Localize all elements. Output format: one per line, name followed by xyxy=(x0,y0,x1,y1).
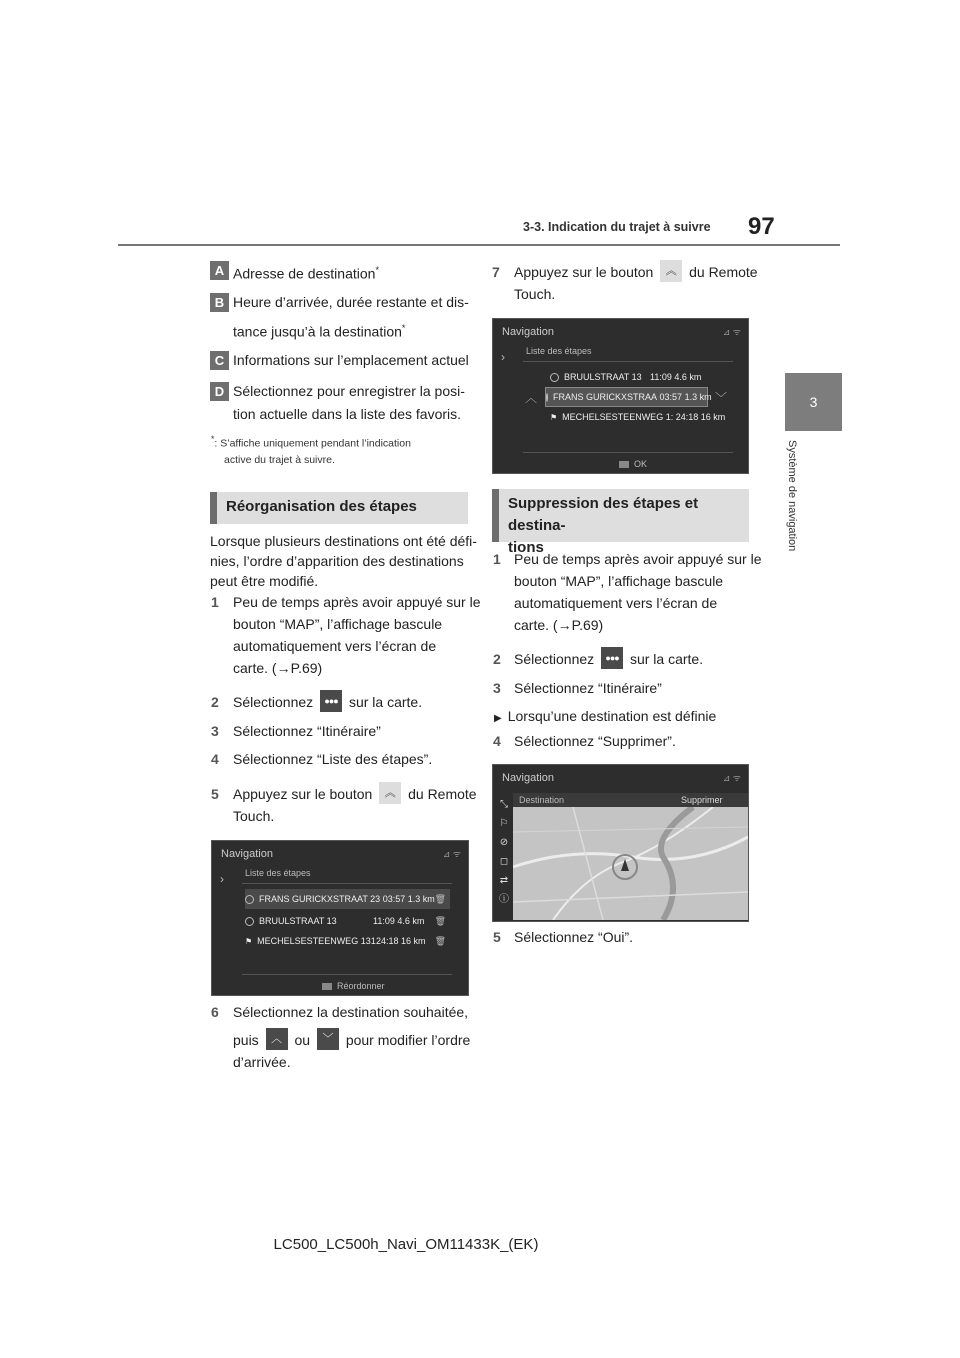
waypoint-time: 24:18 xyxy=(675,412,699,422)
more-options-icon: ●●● xyxy=(320,690,342,712)
signal-icon: ⊿ ᯤ xyxy=(722,327,741,337)
s2-step2-b: sur la carte. xyxy=(629,651,704,667)
trash-icon[interactable]: 🗑 xyxy=(434,893,446,904)
badge-c: C xyxy=(210,351,229,370)
step-number: 6 xyxy=(211,1004,219,1020)
step-number: 1 xyxy=(211,594,219,610)
legend-a-text: Adresse de destination xyxy=(233,265,376,282)
waypoint-distance: 4.6 km xyxy=(674,372,702,382)
ok-button[interactable] xyxy=(619,459,647,469)
waypoint-name: MECHELSESTEENWEG 1: xyxy=(562,412,674,422)
screen-subtitle: Liste des étapes xyxy=(526,346,592,356)
legend-a-star: * xyxy=(375,265,379,275)
badge-d: D xyxy=(210,382,229,401)
step6-d: pour modifier l’ordre xyxy=(345,1032,471,1048)
screen-reorder xyxy=(211,840,469,996)
screen-subtitle: Liste des étapes xyxy=(245,868,311,878)
waypoint-row[interactable] xyxy=(245,911,450,931)
step6-line3: d’arrivée. xyxy=(233,1054,291,1070)
waypoint-row[interactable] xyxy=(245,931,450,951)
divider xyxy=(523,361,733,362)
waypoint-name: FRANS GURICKXSTRAAT 23 xyxy=(259,894,381,904)
more-options-icon: ●●● xyxy=(601,647,623,669)
expand-icon[interactable]: ⤡ xyxy=(500,799,508,810)
waypoint-name: FRANS GURICKXSTRAA xyxy=(553,392,658,402)
step2-a: Sélectionnez xyxy=(233,694,314,710)
waypoint-distance: 1.3 km xyxy=(407,894,435,904)
step7-line1 xyxy=(514,261,758,284)
step-number: 2 xyxy=(493,651,501,667)
step-number: 4 xyxy=(211,751,219,767)
badge-a: A xyxy=(210,261,229,280)
remote-button-icon xyxy=(619,461,629,468)
divider xyxy=(242,883,452,884)
footer-code: LC500_LC500h_Navi_OM11433K_(EK) xyxy=(273,1236,539,1253)
waypoint-row[interactable] xyxy=(550,407,726,427)
s2-step3: Sélectionnez “Itinéraire” xyxy=(514,680,662,696)
step7-b: du Remote xyxy=(689,264,758,280)
step1-line2: bouton “MAP”, l’affichage bascule xyxy=(233,616,443,632)
triangle-right-icon: ▶ xyxy=(494,713,502,724)
legend-d-line2: tion actuelle dans la liste des favoris. xyxy=(233,406,462,422)
waypoint-name: BRUULSTRAAT 13 xyxy=(259,916,337,926)
step1-line1: Peu de temps après avoir appuyé sur le xyxy=(233,594,481,610)
header-rule xyxy=(118,244,840,246)
s2-step1-line1: Peu de temps après avoir appuyé sur le xyxy=(514,551,762,567)
chapter-title-text: Système de navigation xyxy=(786,440,798,552)
waypoint-time: 24:18 xyxy=(376,936,399,946)
pin-icon xyxy=(550,373,559,382)
waypoint-time: 03:57 xyxy=(659,392,683,402)
waypoint-icon[interactable]: ⚐ xyxy=(499,818,509,829)
signal-icon: ⊿ ᯤ xyxy=(442,849,461,859)
chevron-down-icon: ﹀ xyxy=(317,1028,339,1050)
waypoint-distance: 16 km xyxy=(401,936,426,946)
step2 xyxy=(233,691,422,714)
footnote-mark: * xyxy=(211,434,215,444)
intro-line1: Lorsque plusieurs destinations ont été défi- xyxy=(210,533,477,549)
map-side-menu xyxy=(497,795,511,909)
chevron-down-icon[interactable]: ﹀ xyxy=(715,391,728,405)
condition-text: Lorsqu’une destination est définie xyxy=(507,708,717,724)
step-number: 5 xyxy=(211,786,219,802)
legend-c: Informations sur l’emplacement actuel xyxy=(233,352,469,368)
step2-b: sur la carte. xyxy=(348,694,423,710)
legend-b-text: tance jusqu’à la destination xyxy=(233,323,402,340)
waypoint-time: 03:57 xyxy=(382,894,406,904)
waypoint-distance: 1.3 km xyxy=(684,392,712,402)
chapter-tab: 3 xyxy=(785,373,842,431)
step3: Sélectionnez “Itinéraire” xyxy=(233,723,381,739)
map-area[interactable] xyxy=(513,807,748,920)
intro-line3: peut être modifié. xyxy=(210,573,319,589)
info-icon[interactable]: ⓘ xyxy=(499,894,509,905)
step6-b: puis xyxy=(233,1032,259,1048)
condition xyxy=(494,705,716,730)
section-title-line1: Suppression des étapes et destina- xyxy=(508,495,699,534)
signal-icon: ⊿ ᯤ xyxy=(722,773,741,783)
legend-b-star: * xyxy=(401,323,406,333)
pin-icon xyxy=(245,895,254,904)
pin-icon xyxy=(245,917,254,926)
divider xyxy=(242,974,452,975)
reorder-button[interactable] xyxy=(322,981,385,991)
s2-step4: Sélectionnez “Supprimer”. xyxy=(514,733,676,749)
legend-b-line1: Heure d’arrivée, durée restante et dis- xyxy=(233,294,469,310)
chevron-right-icon[interactable]: › xyxy=(501,350,505,364)
ok-label: OK xyxy=(634,459,648,469)
waypoint-row[interactable] xyxy=(245,889,450,909)
pin-icon xyxy=(546,393,548,402)
chapter-title xyxy=(784,440,804,580)
s2-step2-a: Sélectionnez xyxy=(514,651,595,667)
step7-a: Appuyez sur le bouton xyxy=(514,264,654,280)
step-number: 1 xyxy=(493,551,501,567)
waypoint-time: 11:09 xyxy=(373,916,395,926)
step1-line4: carte. (→P.69) xyxy=(233,660,323,676)
step-number: 7 xyxy=(492,264,500,280)
chevron-up-icon[interactable]: ︿ xyxy=(525,391,538,405)
step-number: 5 xyxy=(493,929,501,945)
flag-icon: ⚑ xyxy=(550,412,558,422)
screen-title: Navigation xyxy=(221,848,273,860)
supprimer-button[interactable]: Supprimer xyxy=(681,795,723,805)
screen-title: Navigation xyxy=(502,772,554,784)
legend-b-line2 xyxy=(233,317,405,343)
chevron-up-icon: ︿ xyxy=(266,1028,288,1050)
step-number: 3 xyxy=(211,723,219,739)
step6-line2 xyxy=(233,1029,470,1052)
waypoint-distance: 16 km xyxy=(700,412,726,422)
footnote-text: : S’affiche uniquement pendant l’indication xyxy=(214,437,411,450)
step5-a: Appuyez sur le bouton xyxy=(233,786,373,802)
step-number: 3 xyxy=(493,680,501,696)
double-chevron-up-icon: ︽ xyxy=(379,782,401,804)
s2-step1-line4: carte. (→P.69) xyxy=(514,617,604,633)
no-entry-icon[interactable]: ⊘ xyxy=(499,837,509,848)
section-header: 3-3. Indication du trajet à suivre xyxy=(523,220,711,234)
s2-step5: Sélectionnez “Oui”. xyxy=(514,929,634,945)
waypoint-row-selected[interactable] xyxy=(545,387,712,407)
trash-icon[interactable]: 🗑 xyxy=(434,935,446,946)
map-roads xyxy=(513,807,748,920)
double-chevron-up-icon: ︽ xyxy=(660,260,682,282)
legend-d-line1: Sélectionnez pour enregistrer la posi- xyxy=(233,383,465,399)
trash-icon[interactable]: 🗑 xyxy=(434,915,446,926)
waypoint-name: MECHELSESTEENWEG 131 xyxy=(257,936,376,946)
badge-b: B xyxy=(210,293,229,312)
reorder-label: Réordonner xyxy=(337,981,385,991)
legend-a xyxy=(233,259,379,285)
destination-icon[interactable]: ◻ xyxy=(499,856,509,867)
step1-line3: automatiquement vers l’écran de xyxy=(233,638,437,654)
remote-button-icon xyxy=(322,983,332,990)
step7-line2: Touch. xyxy=(514,286,556,302)
route-icon[interactable]: ⇄ xyxy=(499,875,509,886)
step-number: 2 xyxy=(211,694,219,710)
section-title-line2: tions xyxy=(508,539,544,556)
s2-step1-line3: automatiquement vers l’écran de xyxy=(514,595,718,611)
step6-line1: Sélectionnez la destination souhaitée, xyxy=(233,1004,469,1020)
waypoint-time-dist xyxy=(376,936,426,946)
waypoint-row[interactable] xyxy=(550,367,705,387)
step6-c: ou xyxy=(294,1032,311,1048)
section-title-reorganisation: Réorganisation des étapes xyxy=(210,492,468,524)
page-number: 97 xyxy=(748,213,775,240)
step5-b: du Remote xyxy=(408,786,477,802)
waypoint-time: 11:09 xyxy=(650,372,672,382)
waypoint-time-dist xyxy=(650,372,701,382)
s2-step1-line2: bouton “MAP”, l’affichage bascule xyxy=(514,573,724,589)
footnote-line2: active du trajet à suivre. xyxy=(224,454,335,466)
step-number: 4 xyxy=(493,733,501,749)
waypoint-name: BRUULSTRAAT 13 xyxy=(564,372,642,382)
divider xyxy=(523,452,733,453)
screen-map xyxy=(492,764,749,922)
footnote-line1 xyxy=(211,430,411,453)
s2-step2 xyxy=(514,648,703,671)
flag-icon: ⚑ xyxy=(245,936,253,946)
waypoint-time-dist xyxy=(373,916,424,926)
section-title-suppression xyxy=(492,489,749,556)
screen-title: Navigation xyxy=(502,326,554,338)
step5-line2: Touch. xyxy=(233,808,275,824)
intro-line2: nies, l’ordre d’apparition des destinations xyxy=(210,553,464,569)
step4: Sélectionnez “Liste des étapes”. xyxy=(233,751,433,767)
waypoint-distance: 4.6 km xyxy=(397,916,425,926)
destination-label: Destination xyxy=(519,795,565,805)
chevron-right-icon[interactable]: › xyxy=(220,872,224,886)
step5-line1 xyxy=(233,783,477,806)
screen-reorder-active xyxy=(492,318,749,474)
